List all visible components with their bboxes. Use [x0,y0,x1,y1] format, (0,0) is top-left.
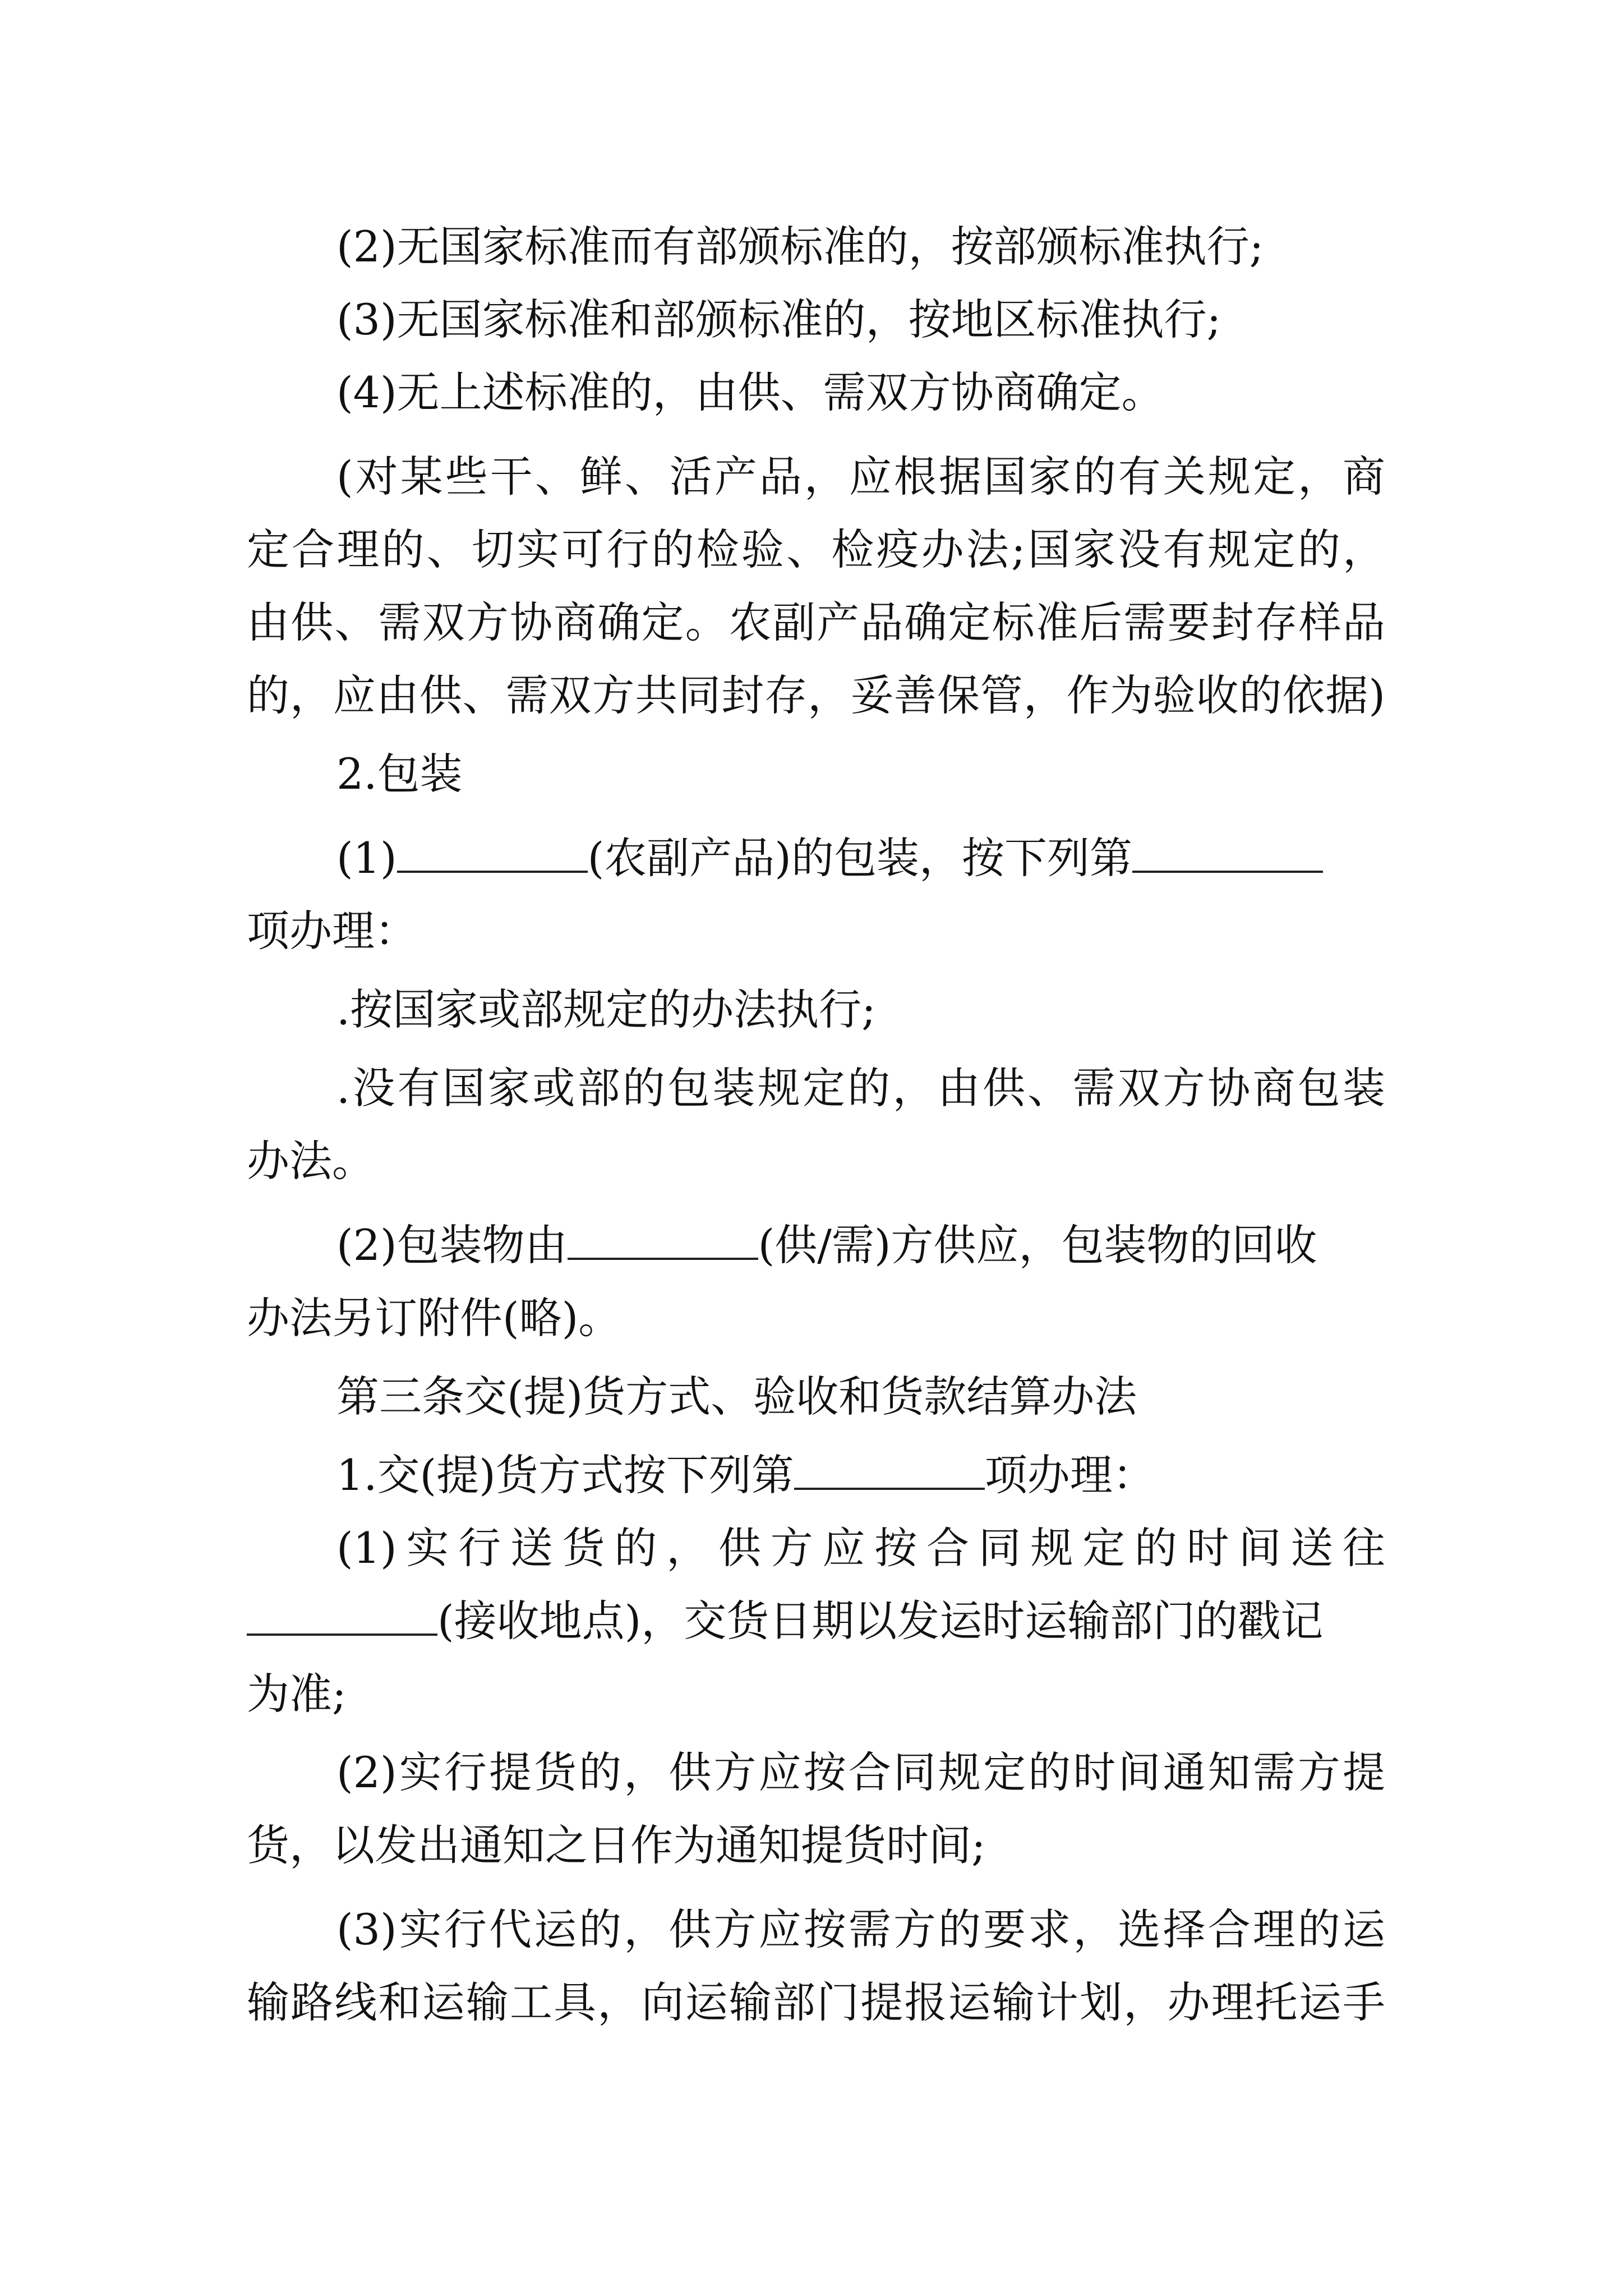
text-line: .按国家或部规定的办法执行; [336,984,876,1034]
text-segment: 项办理： [984,1450,1155,1500]
text-segment: (供/需)方供应，包装物的回收 [758,1220,1317,1270]
text-line: (2)无国家标准而有部颁标准的，按部颁标准执行; [336,222,1264,272]
text-line: (4)无上述标准的，由供、需双方协商确定。 [336,367,1164,417]
text-segment: (1) [336,833,397,883]
fill-blank [247,1594,437,1636]
text-line: 办法另订附件(略)。 [247,1293,621,1343]
text-line: 定合理的、切实可行的检验、检疫办法;国家没有规定的， [247,524,1385,574]
text-line: (对某些干、鲜、活产品，应根据国家的有关规定，商 [336,452,1385,501]
text-line: 货，以发出通知之日作为通知提货时间; [247,1820,986,1870]
fill-blank [794,1448,985,1490]
text-line: (2)实行提货的，供方应按合同规定的时间通知需方提 [336,1747,1385,1797]
text-line: 项办理： [247,906,417,956]
fill-blank [1132,831,1323,873]
text-line [336,1212,1385,1279]
fill-blank [568,1218,758,1260]
article-heading: 第三条交(提)货方式、验收和货款结算办法 [336,1372,1137,1421]
text-line: (3)无国家标准和部颁标准的，按地区标准执行; [336,295,1221,344]
text-line: 办法。 [247,1136,375,1186]
text-line: 由供、需双方协商确定。农副产品确定标准后需要封存样品 [247,597,1385,647]
fill-blank [397,831,588,873]
text-line: 输路线和运输工具，向运输部门提报运输计划，办理托运手 [247,1977,1385,2027]
text-line: (1)实行送货的，供方应按合同规定的时间送往 [336,1523,1385,1573]
text-line [336,825,1385,892]
text-line: 为准; [247,1669,347,1719]
text-line: .没有国家或部的包装规定的，由供、需双方协商包装 [336,1063,1385,1113]
text-line: (3)实行代运的，供方应按需方的要求，选择合理的运 [336,1904,1385,1954]
text-line: 的，应由供、需双方共同封存，妥善保管，作为验收的依据) [247,670,1385,720]
text-segment: (农副产品)的包装，按下列第 [587,833,1132,883]
text-segment: (2)包装物由 [336,1220,568,1270]
text-line [336,1442,1385,1509]
text-line [247,1588,1385,1655]
text-segment: (接收地点)，交货日期以发运时运输部门的戳记 [437,1596,1324,1646]
text-segment: 1.交(提)货方式按下列第 [336,1450,794,1500]
section-heading: 2.包装 [336,749,463,799]
